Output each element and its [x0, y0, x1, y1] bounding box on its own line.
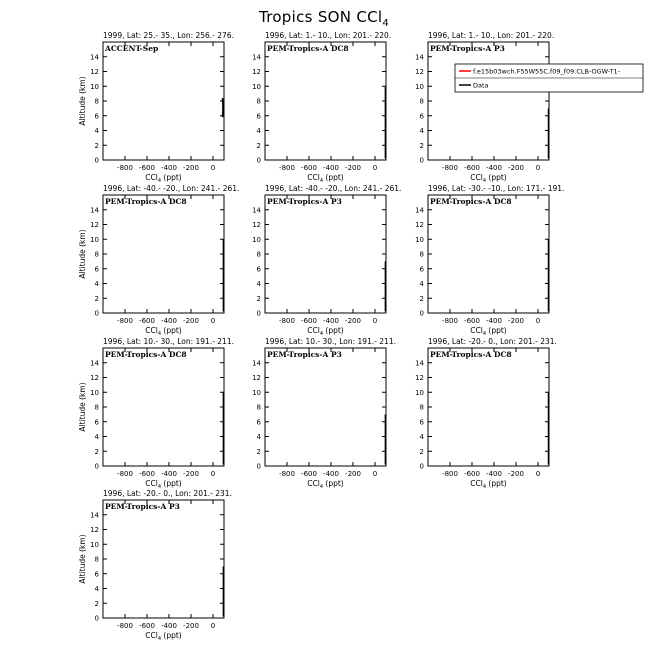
- x-tick-label: -600: [464, 164, 480, 172]
- panel-subtitle: 1996, Lat: 10.- 30., Lon: 191.- 211.: [103, 337, 234, 346]
- y-tick-label: 0: [420, 463, 424, 471]
- y-tick-label: 12: [90, 526, 99, 534]
- y-tick-label: 6: [257, 418, 262, 426]
- x-tick-label: 0: [373, 317, 377, 325]
- x-axis-label-main: CCl: [145, 173, 158, 182]
- y-tick-label: 2: [257, 295, 261, 303]
- x-axis-label: [470, 173, 507, 184]
- campaign-label: PEM-Tropics-A DC8: [267, 44, 349, 53]
- x-tick-label: 0: [211, 164, 215, 172]
- x-axis-label-main: CCl: [470, 479, 483, 488]
- y-tick-label: 8: [95, 404, 99, 412]
- x-axis-label: [307, 479, 344, 490]
- y-tick-label: 6: [257, 112, 262, 120]
- panel-7: [78, 337, 234, 490]
- x-axis-label-main: CCl: [145, 479, 158, 488]
- x-axis-label: [145, 326, 182, 337]
- y-tick-label: 14: [90, 359, 99, 367]
- x-tick-label: -400: [161, 317, 177, 325]
- x-tick-label: 0: [536, 317, 540, 325]
- y-tick-label: 10: [90, 389, 99, 397]
- y-tick-label: 12: [252, 374, 261, 382]
- y-tick-label: 0: [257, 463, 261, 471]
- y-tick-label: 6: [95, 112, 100, 120]
- y-tick-label: 14: [415, 206, 424, 214]
- plot-frame: [103, 500, 224, 618]
- y-tick-label: 10: [90, 236, 99, 244]
- panel-subtitle: 1996, Lat: -40.- -20., Lon: 241.- 261.: [265, 184, 401, 193]
- y-tick-label: 12: [415, 374, 424, 382]
- x-tick-label: -800: [117, 164, 133, 172]
- legend-label: f.e15b03wch.F55W55C.f09_f09.CLB-OGW-T1-: [473, 68, 621, 76]
- y-tick-label: 2: [95, 600, 99, 608]
- y-tick-label: 12: [252, 68, 261, 76]
- x-tick-label: -600: [301, 164, 317, 172]
- x-axis-label: [145, 173, 182, 184]
- y-tick-label: 10: [252, 83, 261, 91]
- x-tick-label: -800: [117, 470, 133, 478]
- x-axis-label-unit: (ppt): [161, 173, 182, 182]
- y-tick-label: 6: [257, 265, 262, 273]
- x-axis-label-subscript: 4: [158, 178, 161, 184]
- y-tick-label: 12: [90, 68, 99, 76]
- y-tick-label: 8: [257, 251, 261, 259]
- y-tick-label: 4: [95, 433, 100, 441]
- x-tick-label: -600: [139, 164, 155, 172]
- x-tick-label: -400: [486, 164, 502, 172]
- y-tick-label: 0: [257, 310, 261, 318]
- x-axis-label-unit: (ppt): [486, 173, 507, 182]
- legend-label: Data: [473, 82, 489, 90]
- x-axis-label-unit: (ppt): [323, 479, 344, 488]
- y-tick-label: 4: [420, 280, 425, 288]
- x-tick-label: -600: [464, 470, 480, 478]
- y-tick-label: 10: [415, 389, 424, 397]
- y-tick-label: 12: [415, 68, 424, 76]
- x-tick-label: -400: [486, 317, 502, 325]
- x-tick-label: -400: [323, 470, 339, 478]
- y-tick-label: 0: [95, 310, 99, 318]
- x-tick-label: 0: [536, 470, 540, 478]
- y-tick-label: 14: [252, 359, 261, 367]
- y-tick-label: 0: [95, 463, 99, 471]
- campaign-label: PEM-Tropics-A P3: [267, 350, 342, 359]
- y-tick-label: 8: [95, 251, 99, 259]
- panel-1: [78, 31, 234, 184]
- campaign-label: PEM-Tropics-A DC8: [430, 350, 512, 359]
- y-tick-label: 14: [90, 206, 99, 214]
- y-tick-label: 6: [95, 418, 100, 426]
- x-tick-label: -400: [486, 470, 502, 478]
- y-tick-label: 6: [420, 418, 425, 426]
- x-axis-label-main: CCl: [307, 173, 320, 182]
- y-tick-label: 10: [252, 389, 261, 397]
- y-tick-label: 2: [257, 448, 261, 456]
- campaign-label: PEM-Tropics-A P3: [105, 502, 180, 511]
- y-tick-label: 6: [420, 265, 425, 273]
- x-tick-label: 0: [373, 164, 377, 172]
- panel-subtitle: 1996, Lat: -20.- 0., Lon: 201.- 231.: [103, 489, 232, 498]
- figure-title: [0, 8, 648, 29]
- y-tick-label: 0: [95, 615, 99, 623]
- panel-subtitle: 1996, Lat: 1.- 10., Lon: 201.- 220.: [265, 31, 391, 40]
- panel-2: [252, 31, 391, 184]
- panel-10: [78, 489, 232, 642]
- x-tick-label: -200: [508, 470, 524, 478]
- y-tick-label: 10: [415, 236, 424, 244]
- y-tick-label: 8: [420, 251, 424, 259]
- x-tick-label: 0: [373, 470, 377, 478]
- x-tick-label: -400: [323, 317, 339, 325]
- x-axis-label-subscript: 4: [320, 331, 323, 337]
- x-tick-label: 0: [211, 317, 215, 325]
- y-tick-label: 10: [252, 236, 261, 244]
- x-tick-label: -800: [279, 164, 295, 172]
- x-axis-label: [307, 173, 344, 184]
- x-tick-label: -200: [508, 164, 524, 172]
- y-tick-label: 4: [420, 127, 425, 135]
- y-tick-label: 8: [95, 556, 99, 564]
- x-axis-label-unit: (ppt): [161, 326, 182, 335]
- plot-frame: [428, 42, 549, 160]
- y-tick-label: 0: [257, 157, 261, 165]
- y-tick-label: 0: [420, 310, 424, 318]
- x-axis-label: [307, 326, 344, 337]
- panel-3: [415, 31, 554, 184]
- x-axis-label-unit: (ppt): [323, 326, 344, 335]
- x-axis-label: [145, 631, 182, 642]
- x-tick-label: -400: [161, 164, 177, 172]
- y-tick-label: 2: [257, 142, 261, 150]
- plot-frame: [428, 348, 549, 466]
- x-axis-label-subscript: 4: [483, 178, 486, 184]
- x-axis-label-main: CCl: [470, 173, 483, 182]
- y-tick-label: 4: [95, 127, 100, 135]
- panel-5: [252, 184, 401, 337]
- y-tick-label: 8: [257, 98, 261, 106]
- figure-title-main: Tropics SON CCl: [259, 8, 382, 26]
- y-tick-label: 4: [95, 585, 100, 593]
- x-axis-label-subscript: 4: [320, 484, 323, 490]
- y-tick-label: 8: [257, 404, 261, 412]
- y-tick-label: 14: [90, 511, 99, 519]
- panel-8: [252, 337, 396, 490]
- x-tick-label: -600: [139, 622, 155, 630]
- y-tick-label: 2: [95, 448, 99, 456]
- x-axis-label-subscript: 4: [158, 636, 161, 642]
- plot-frame: [103, 195, 224, 313]
- y-tick-label: 4: [257, 433, 262, 441]
- x-tick-label: -800: [442, 470, 458, 478]
- plot-frame: [265, 42, 386, 160]
- y-axis-label: Altitude (km): [78, 76, 87, 125]
- plot-frame: [103, 348, 224, 466]
- y-tick-label: 14: [252, 53, 261, 61]
- y-axis-label: Altitude (km): [78, 229, 87, 278]
- y-tick-label: 2: [420, 142, 424, 150]
- x-tick-label: -200: [183, 470, 199, 478]
- y-axis-label: Altitude (km): [78, 534, 87, 583]
- x-axis-label-main: CCl: [145, 326, 158, 335]
- x-axis-label-main: CCl: [307, 479, 320, 488]
- campaign-label: PEM-Tropics-A DC8: [105, 350, 187, 359]
- x-tick-label: -400: [161, 470, 177, 478]
- x-tick-label: -200: [345, 164, 361, 172]
- x-axis-label-subscript: 4: [158, 484, 161, 490]
- panel-subtitle: 1996, Lat: -20.- 0., Lon: 201.- 231.: [428, 337, 557, 346]
- y-tick-label: 6: [95, 265, 100, 273]
- x-tick-label: -600: [139, 317, 155, 325]
- legend: [455, 64, 643, 92]
- x-axis-label-subscript: 4: [483, 331, 486, 337]
- panel-subtitle: 1999, Lat: 25.- 35., Lon: 256.- 276.: [103, 31, 234, 40]
- x-axis-label-main: CCl: [145, 631, 158, 640]
- y-tick-label: 2: [420, 295, 424, 303]
- x-axis-label-unit: (ppt): [323, 173, 344, 182]
- y-tick-label: 12: [252, 221, 261, 229]
- x-tick-label: -600: [139, 470, 155, 478]
- panel-subtitle: 1996, Lat: -40.- -20., Lon: 241.- 261.: [103, 184, 239, 193]
- y-tick-label: 6: [95, 570, 100, 578]
- y-tick-label: 8: [420, 404, 424, 412]
- y-tick-label: 2: [420, 448, 424, 456]
- panel-4: [78, 184, 239, 337]
- x-tick-label: -400: [323, 164, 339, 172]
- x-tick-label: -200: [345, 470, 361, 478]
- y-tick-label: 8: [420, 98, 424, 106]
- x-tick-label: -600: [301, 470, 317, 478]
- panel-6: [415, 184, 564, 337]
- y-tick-label: 2: [95, 142, 99, 150]
- x-axis-label-subscript: 4: [158, 331, 161, 337]
- x-axis-label-unit: (ppt): [486, 479, 507, 488]
- figure-title-subscript: 4: [382, 18, 389, 29]
- x-tick-label: -200: [345, 317, 361, 325]
- x-axis-label-unit: (ppt): [161, 631, 182, 640]
- campaign-label: PEM-Tropics-A DC8: [105, 197, 187, 206]
- y-tick-label: 12: [90, 221, 99, 229]
- y-tick-label: 6: [420, 112, 425, 120]
- x-axis-label-unit: (ppt): [161, 479, 182, 488]
- panel-subtitle: 1996, Lat: 1.- 10., Lon: 201.- 220.: [428, 31, 554, 40]
- y-tick-label: 4: [95, 280, 100, 288]
- y-tick-label: 14: [415, 53, 424, 61]
- x-tick-label: -200: [508, 317, 524, 325]
- x-axis-label-main: CCl: [307, 326, 320, 335]
- x-axis-label-subscript: 4: [320, 178, 323, 184]
- y-tick-label: 0: [95, 157, 99, 165]
- y-tick-label: 0: [420, 157, 424, 165]
- y-tick-label: 14: [252, 206, 261, 214]
- x-tick-label: -200: [183, 317, 199, 325]
- x-tick-label: -400: [161, 622, 177, 630]
- campaign-label: PEM-Tropics-A P3: [430, 44, 505, 53]
- y-axis-label: Altitude (km): [78, 382, 87, 431]
- x-tick-label: -200: [183, 164, 199, 172]
- x-tick-label: -200: [183, 622, 199, 630]
- x-tick-label: -600: [301, 317, 317, 325]
- y-tick-label: 8: [95, 98, 99, 106]
- x-tick-label: 0: [211, 622, 215, 630]
- x-tick-label: -600: [464, 317, 480, 325]
- y-tick-label: 2: [95, 295, 99, 303]
- campaign-label: ACCENT-Sep: [104, 44, 158, 53]
- plot-frame: [103, 42, 224, 160]
- y-tick-label: 12: [415, 221, 424, 229]
- panel-subtitle: 1996, Lat: 10.- 30., Lon: 191.- 211.: [265, 337, 396, 346]
- x-tick-label: -800: [279, 317, 295, 325]
- x-axis-label-unit: (ppt): [486, 326, 507, 335]
- y-tick-label: 10: [90, 541, 99, 549]
- y-tick-label: 14: [90, 53, 99, 61]
- x-axis-label: [470, 479, 507, 490]
- panel-9: [415, 337, 557, 490]
- y-tick-label: 10: [415, 83, 424, 91]
- y-tick-label: 4: [257, 127, 262, 135]
- x-tick-label: -800: [117, 622, 133, 630]
- x-tick-label: 0: [211, 470, 215, 478]
- x-tick-label: -800: [279, 470, 295, 478]
- x-tick-label: -800: [442, 317, 458, 325]
- x-axis-label-subscript: 4: [483, 484, 486, 490]
- x-axis-label: [470, 326, 507, 337]
- plot-frame: [265, 195, 386, 313]
- x-axis-label-main: CCl: [470, 326, 483, 335]
- panel-subtitle: 1996, Lat: -30.- -10., Lon: 171.- 191.: [428, 184, 564, 193]
- plot-frame: [428, 195, 549, 313]
- campaign-label: PEM-Tropics-A DC8: [430, 197, 512, 206]
- x-tick-label: -800: [117, 317, 133, 325]
- x-tick-label: -800: [442, 164, 458, 172]
- y-tick-label: 12: [90, 374, 99, 382]
- x-tick-label: 0: [536, 164, 540, 172]
- y-tick-label: 10: [90, 83, 99, 91]
- plot-frame: [265, 348, 386, 466]
- y-tick-label: 4: [420, 433, 425, 441]
- y-tick-label: 4: [257, 280, 262, 288]
- y-tick-label: 14: [415, 359, 424, 367]
- campaign-label: PEM-Tropics-A P3: [267, 197, 342, 206]
